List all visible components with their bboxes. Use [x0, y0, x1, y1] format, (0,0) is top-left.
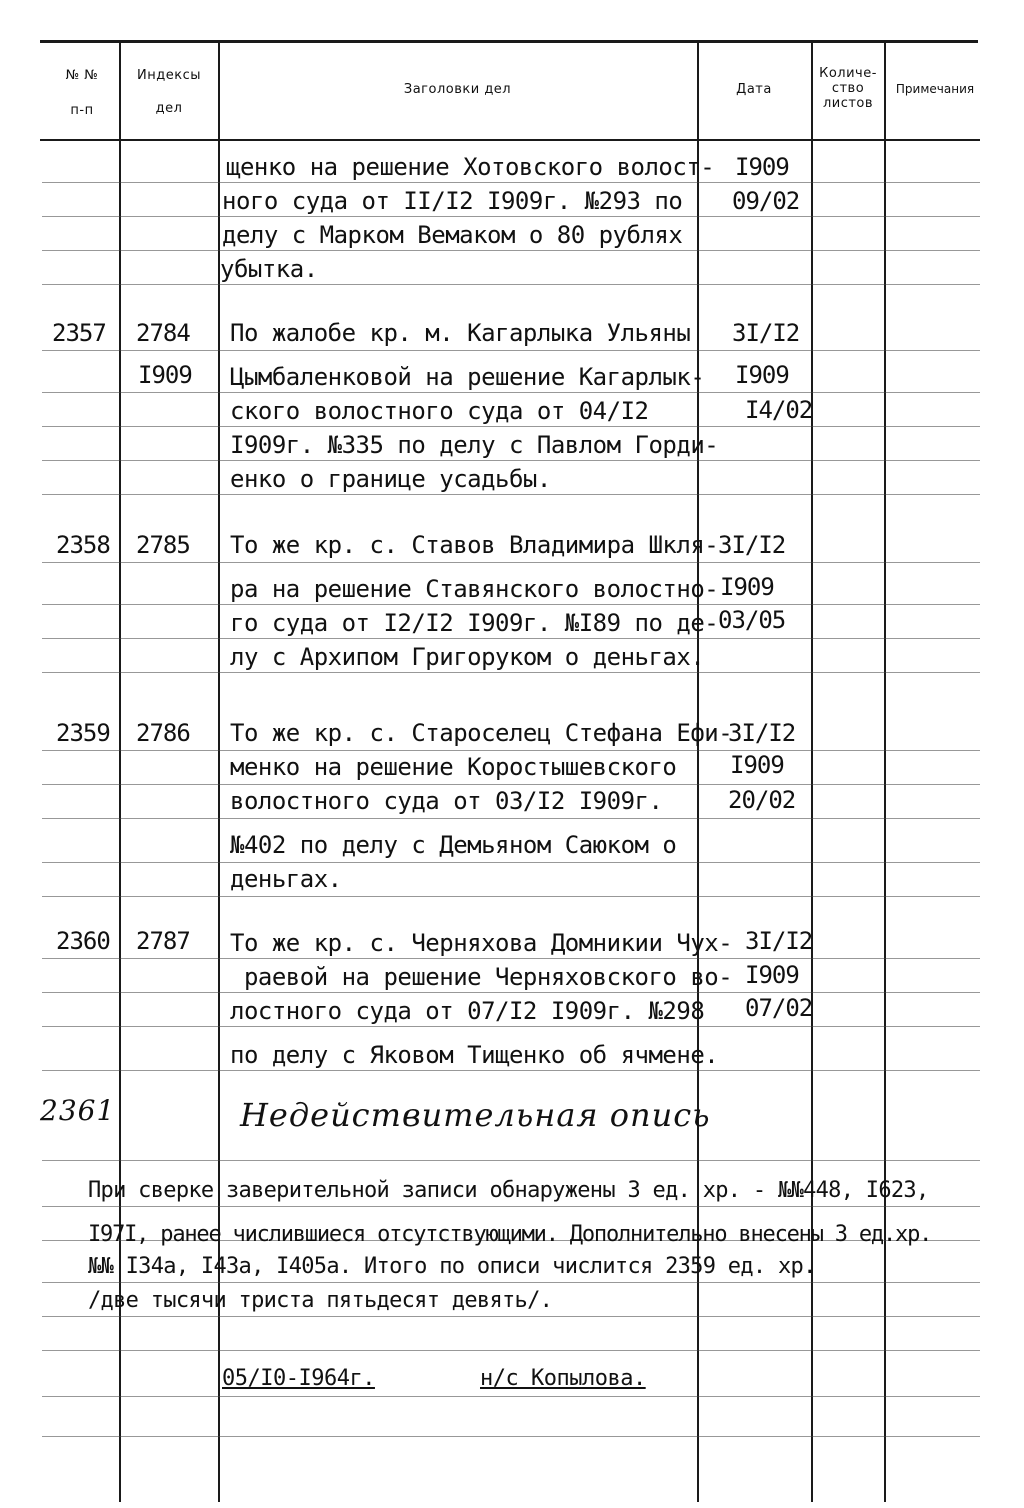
- record-line-4: №402 по делу с Демьяном Саюком о: [230, 831, 677, 859]
- record-line-2: менко на решение Коростышевского: [230, 753, 677, 781]
- record-date-2: I909: [745, 961, 799, 989]
- header-num-line2: п-п: [70, 103, 94, 118]
- ruling-line: [42, 284, 980, 285]
- continued-line-1: щенко на решение Хотовского волост-: [226, 153, 715, 181]
- ruling-line: [42, 862, 980, 863]
- record-line-1: То же кр. с. Староселец Стефана Ефи-: [230, 719, 733, 747]
- continued-date-1: I909: [735, 153, 789, 181]
- record-index: 2784: [136, 319, 190, 347]
- record-line-2: ра на решение Ставянского волостно-: [230, 575, 719, 603]
- record-line-3: лостного суда от 07/I2 I909г. №298: [230, 997, 705, 1025]
- record-line-1: То же кр. с. Черняхова Домникии Чух-: [230, 929, 733, 957]
- header-index-line2: дел: [155, 101, 183, 116]
- header-count-line2: ство: [831, 81, 865, 96]
- record-index: 2786: [136, 719, 190, 747]
- header-num: [48, 68, 116, 118]
- header-index: [122, 68, 216, 116]
- record-index-year: I909: [138, 361, 192, 389]
- top-border: [40, 40, 978, 43]
- record-line-3: го суда от I2/I2 I909г. №I89 по де-: [230, 609, 719, 637]
- handwritten-number: 2361: [40, 1094, 116, 1127]
- record-date-3: I4/02: [745, 396, 813, 424]
- ruling-line: [42, 818, 980, 819]
- continued-line-3: делу с Марком Вемаком о 80 рублях: [222, 221, 683, 249]
- record-line-1: То же кр. с. Ставов Владимира Шкля-: [230, 531, 719, 559]
- record-num: 2359: [56, 719, 110, 747]
- record-date-1: 3I/I2: [718, 531, 786, 559]
- col-divider-5: [884, 42, 886, 1502]
- record-line-3: ского волостного суда от 04/I2: [230, 397, 649, 425]
- ruling-line: [42, 350, 980, 351]
- record-line-1: По жалобе кр. м. Кагарлыка Ульяны: [230, 319, 691, 347]
- ruling-line: [42, 1160, 980, 1161]
- record-date-3: 03/05: [718, 606, 786, 634]
- record-date-3: 20/02: [728, 786, 796, 814]
- record-num: 2360: [56, 927, 110, 955]
- ruling-line: [42, 1396, 980, 1397]
- record-date-2: I909: [730, 751, 784, 779]
- record-line-4: лу с Архипом Григоруком о деньгах.: [230, 643, 705, 671]
- record-line-4: I909г. №335 по делу с Павлом Горди-: [230, 431, 719, 459]
- handwritten-note: Недействительная опись: [240, 1096, 711, 1134]
- certification-line-2: I97I, ранее числившиеся отсутствующими. Дополнительно внесены 3 ед.хр.: [88, 1222, 932, 1247]
- ruling-line: [42, 562, 980, 563]
- record-date-1: 3I/I2: [745, 927, 813, 955]
- certification-line-4: /две тысячи триста пятьдесят девять/.: [88, 1288, 553, 1313]
- certification-line-1: При сверке заверительной записи обнаружены 3 ед. хр. - №№448, I623,: [88, 1178, 929, 1203]
- header-notes: Примечания: [895, 82, 975, 96]
- record-line-2: раевой на решение Черняховского во-: [230, 963, 733, 991]
- header-num-line1: № №: [65, 68, 99, 83]
- record-line-2: Цымбаленковой на решение Кагарлык-: [230, 363, 705, 391]
- certification-line-3: №№ I34а, I43а, I405а. Итого по описи числится 2359 ед. хр.: [88, 1254, 816, 1279]
- header-count-line3: листов: [822, 96, 874, 111]
- ruling-line: [42, 1436, 980, 1437]
- record-date-1: 3I/I2: [728, 719, 796, 747]
- record-num: 2357: [52, 319, 106, 347]
- header-date: Дата: [736, 82, 772, 97]
- continued-date-2: 09/02: [732, 187, 800, 215]
- ruling-line: [42, 1350, 980, 1351]
- header-bottom-border: [40, 139, 980, 141]
- record-date-1: 3I/I2: [732, 319, 800, 347]
- record-line-5: деньгах.: [230, 865, 342, 893]
- header-count: [813, 66, 883, 111]
- record-date-2: I909: [720, 573, 774, 601]
- record-line-3: волостного суда от 03/I2 I909г.: [230, 787, 663, 815]
- continued-line-4: убытка.: [220, 255, 318, 283]
- ruling-line: [42, 896, 980, 897]
- record-line-4: по делу с Яковом Тищенко об ячмене.: [230, 1041, 719, 1069]
- certification-date: 05/I0-I964г.: [222, 1366, 375, 1391]
- record-date-2: I909: [735, 361, 789, 389]
- header-count-line1: Количе-: [819, 66, 877, 81]
- record-num: 2358: [56, 531, 110, 559]
- record-line-5: енко о границе усадьбы.: [230, 465, 551, 493]
- certification-signer: н/с Копылова.: [480, 1366, 646, 1391]
- record-date-3: 07/02: [745, 994, 813, 1022]
- header-index-line1: Индексы: [137, 68, 201, 83]
- continued-line-2: ного суда от II/I2 I909г. №293 по: [222, 187, 683, 215]
- header-title: Заголовки дел: [403, 82, 512, 97]
- record-index: 2785: [136, 531, 190, 559]
- record-index: 2787: [136, 927, 190, 955]
